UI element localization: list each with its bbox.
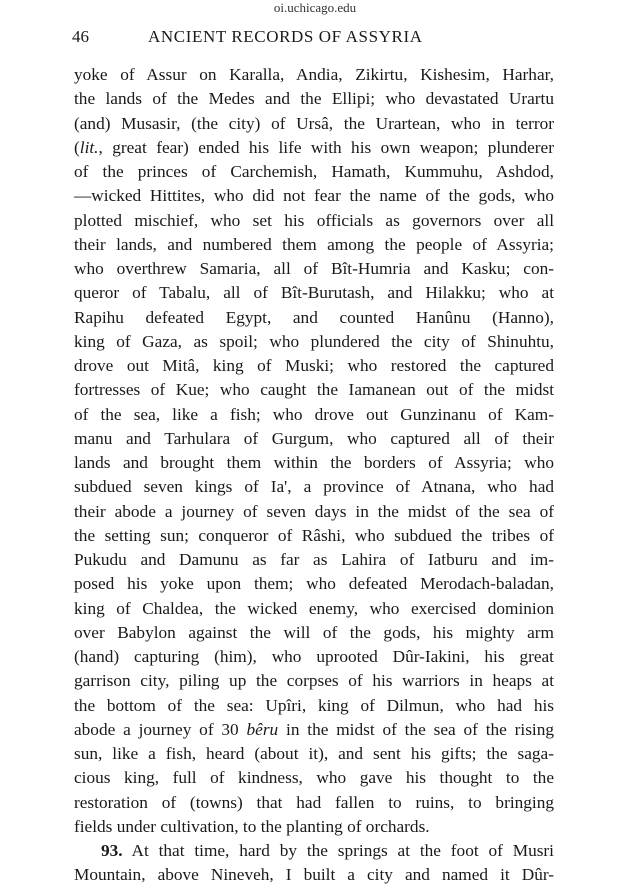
text-line: subdued seven kings of Ia', a province of Atnana, who had bbox=[74, 477, 554, 497]
text-line: (hand) capturing (him), who uprooted Dûr-Iakini, his great bbox=[74, 647, 554, 666]
italic-term: bêru bbox=[246, 719, 279, 739]
text-line: lands and brought them within the borders of Assyria; who bbox=[74, 453, 554, 472]
text-line: fortresses of Kue; who caught the Iamanean out of the midst bbox=[74, 380, 554, 400]
text-line: queror of Tabalu, all of Bît-Burutash, and Hilakku; who at bbox=[74, 283, 554, 303]
paragraph-number: 93. bbox=[101, 841, 123, 860]
italic-term: lit. bbox=[79, 137, 99, 157]
text-line: cious king, full of kindness, who gave his thought to the bbox=[74, 768, 554, 788]
paragraph-93-first-line bbox=[74, 839, 554, 863]
text-line: king of Gaza, as spoil; who plundered the city of Shinuhtu, bbox=[74, 331, 554, 351]
text-line: their abode a journey of seven days in the midst of the sea of bbox=[74, 501, 554, 521]
text-line: —wicked Hittites, who did not fear the name of the gods, who bbox=[74, 186, 554, 206]
text-line: the bottom of the sea: Upîri, king of Dilmun, who had his bbox=[74, 695, 554, 715]
page-header bbox=[72, 25, 555, 49]
text-line: over Babylon against the will of the gods, his mighty arm bbox=[74, 622, 554, 642]
text-line: (lit., great fear) ended his life with his own weapon; plunderer bbox=[74, 137, 554, 157]
text-line: restoration of (towns) that had fallen to ruins, to bringing bbox=[74, 792, 554, 812]
text-line: Pukudu and Damunu as far as Lahira of Iatburu and im- bbox=[74, 550, 554, 569]
text-line: Rapihu defeated Egypt, and counted Hanûnu (Hanno), bbox=[74, 307, 554, 327]
text-line: of the sea, like a fish; who drove out Gunzinanu of Kam- bbox=[74, 404, 554, 424]
text-line: plotted mischief, who set his officials as governors over all bbox=[74, 210, 554, 230]
text-line: of the princes of Carchemish, Hamath, Kummuhu, Ashdod, bbox=[74, 162, 554, 181]
text-line: their lands, and numbered them among the people of Assyria; bbox=[74, 234, 554, 254]
text-line: garrison city, piling up the corpses of his warriors in heaps at bbox=[74, 671, 554, 691]
text-line: who overthrew Samaria, all of Bît-Humria and Kasku; con- bbox=[74, 259, 554, 278]
text-line: the lands of the Medes and the Ellipi; who devastated Urartu bbox=[74, 89, 554, 109]
text-line: the setting sun; conqueror of Râshi, who subdued the tribes of bbox=[74, 525, 554, 545]
text-line: yoke of Assur on Karalla, Andia, Zikirtu, Kishesim, Harhar, bbox=[74, 65, 554, 84]
paragraph-93-text: At that time, hard by the springs at the foot of Musri bbox=[122, 841, 554, 860]
text-line-paragraph-end: fields under cultivation, to the planting of orchards. bbox=[74, 816, 430, 836]
paragraph-93-second-line: Mountain, above Nineveh, I built a city and named it Dûr- bbox=[74, 865, 554, 885]
source-url: oi.uchicago.edu bbox=[273, 0, 357, 15]
text-line: (and) Musasir, (the city) of Ursâ, the Urartean, who in terror bbox=[74, 113, 554, 133]
text-line: king of Chaldea, the wicked enemy, who exercised dominion bbox=[74, 598, 554, 618]
text-line: abode a journey of 30 bêru in the midst of the sea of the rising bbox=[74, 719, 555, 739]
page-number: 46 bbox=[72, 27, 89, 46]
text-line: posed his yoke upon them; who defeated Merodach-baladan, bbox=[74, 574, 554, 594]
body-text bbox=[74, 63, 554, 888]
running-title: ANCIENT RECORDS OF ASSYRIA bbox=[148, 27, 423, 46]
text-line: sun, like a fish, heard (about it), and sent his gifts; the saga- bbox=[74, 744, 554, 763]
text-line: manu and Tarhulara of Gurgum, who captured all of their bbox=[74, 428, 554, 448]
text-line: drove out Mitâ, king of Muski; who restored the captured bbox=[74, 356, 554, 375]
